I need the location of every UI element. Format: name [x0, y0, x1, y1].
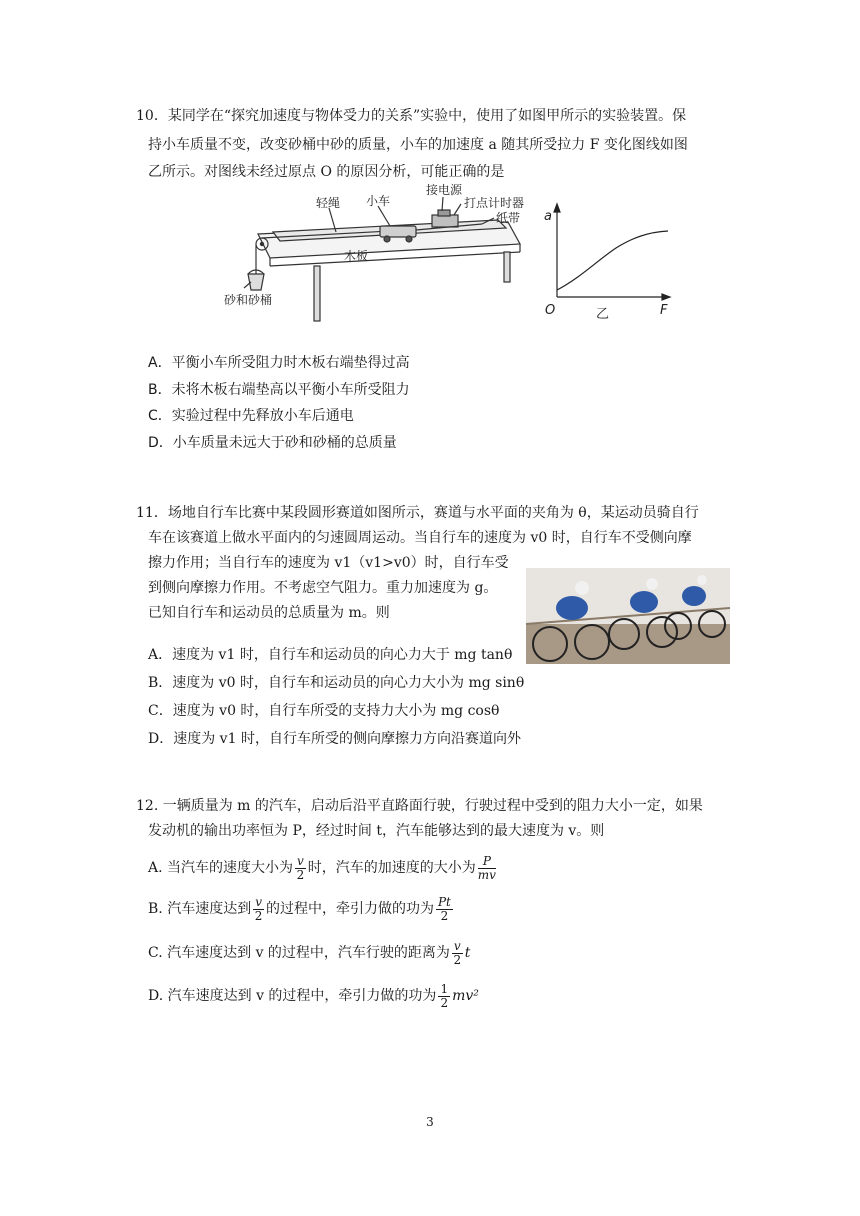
page-number: 3 [426, 1115, 434, 1129]
q10-stem-line2: 持小车质量不变，改变砂桶中砂的质量，小车的加速度 a 随其所受拉力 F 变化图线如图 [148, 137, 688, 153]
q12-option-b: B. 汽车速度达到 $\frac{v}{2}$ 的过程中，牵引力做的功为 $\frac{Pt}{2}$ [148, 894, 451, 923]
a-F-curve [557, 231, 668, 290]
q12-option-c: C. 汽车速度达到 v 的过程中，汽车行驶的距离为 $\frac{v}{2}$ t [148, 938, 471, 967]
q11-stem-line5: 已知自行车和运动员的总质量为 m。则 [148, 605, 390, 621]
q12-option-a: A. 当汽车的速度大小为 $\frac{v}{2}$ 时，汽车的加速度的大小为 $\frac{P}{mv}$ [148, 853, 496, 882]
q11-stem-line2: 车在该赛道上做水平面内的匀速圆周运动。当自行车的速度为 v0 时，自行车不受侧向摩 [148, 530, 692, 546]
x-axis-label: F [660, 303, 668, 318]
label-cart: 小车 [366, 194, 391, 208]
caption-yi: 乙 [596, 307, 610, 320]
label-board: 木板 [344, 249, 369, 263]
q10-option-b: B．未将木板右端垫高以平衡小车所受阻力 [148, 382, 410, 398]
cyclists-photo [526, 568, 730, 664]
label-power: 接电源 [426, 183, 463, 197]
q11-option-c: C．速度为 v0 时，自行车所受的支持力大小为 mg cosθ [148, 703, 500, 719]
figure-apparatus [218, 182, 528, 327]
q10-stem-line3: 乙所示。对图线未经过原点 O 的原因分析，可能正确的是 [148, 164, 505, 180]
origin-label: O [545, 303, 556, 318]
q10-option-d: D．小车质量未远大于砂和砂桶的总质量 [148, 435, 397, 451]
y-axis-label: a [544, 209, 552, 224]
q11-option-d: D．速度为 v1 时，自行车所受的侧向摩擦力方向沿赛道向外 [148, 731, 521, 747]
q11-stem-line3: 擦力作用；当自行车的速度为 v1（v1>v0）时，自行车受 [148, 555, 509, 571]
q12-stem-line2: 发动机的输出功率恒为 P，经过时间 t，汽车能够达到的最大速度为 v。则 [148, 823, 605, 839]
label-bucket: 砂和砂桶 [224, 293, 273, 307]
q11-stem-line4: 到侧向摩擦力作用。不考虑空气阻力。重力加速度为 g。 [148, 580, 498, 596]
q10-stem-line1: 10．某同学在“探究加速度与物体受力的关系”实验中，使用了如图甲所示的实验装置。保 [136, 108, 687, 124]
q12-stem-line1: 12. 一辆质量为 m 的汽车，启动后沿平直路面行驶，行驶过程中受到的阻力大小一定，如果 [136, 798, 703, 814]
q12-option-d: D. 汽车速度达到 v 的过程中，牵引力做的功为 $\frac{1}{2}$ mv² [148, 981, 479, 1010]
label-rope: 轻绳 [316, 196, 341, 210]
label-tape: 纸带 [496, 211, 521, 225]
figure-a-F-graph [540, 200, 680, 320]
q11-stem-line1: 11．场地自行车比赛中某段圆形赛道如图所示，赛道与水平面的夹角为 θ，某运动员骑自行 [136, 505, 699, 521]
q11-option-b: B．速度为 v0 时，自行车和运动员的向心力大小为 mg sinθ [148, 675, 525, 691]
q10-option-a: A．平衡小车所受阻力时木板右端垫得过高 [148, 355, 410, 371]
q11-option-a: A．速度为 v1 时，自行车和运动员的向心力大于 mg tanθ [148, 647, 513, 663]
label-timer: 打点计时器 [464, 196, 525, 210]
q10-option-c: C．实验过程中先释放小车后通电 [148, 408, 354, 424]
